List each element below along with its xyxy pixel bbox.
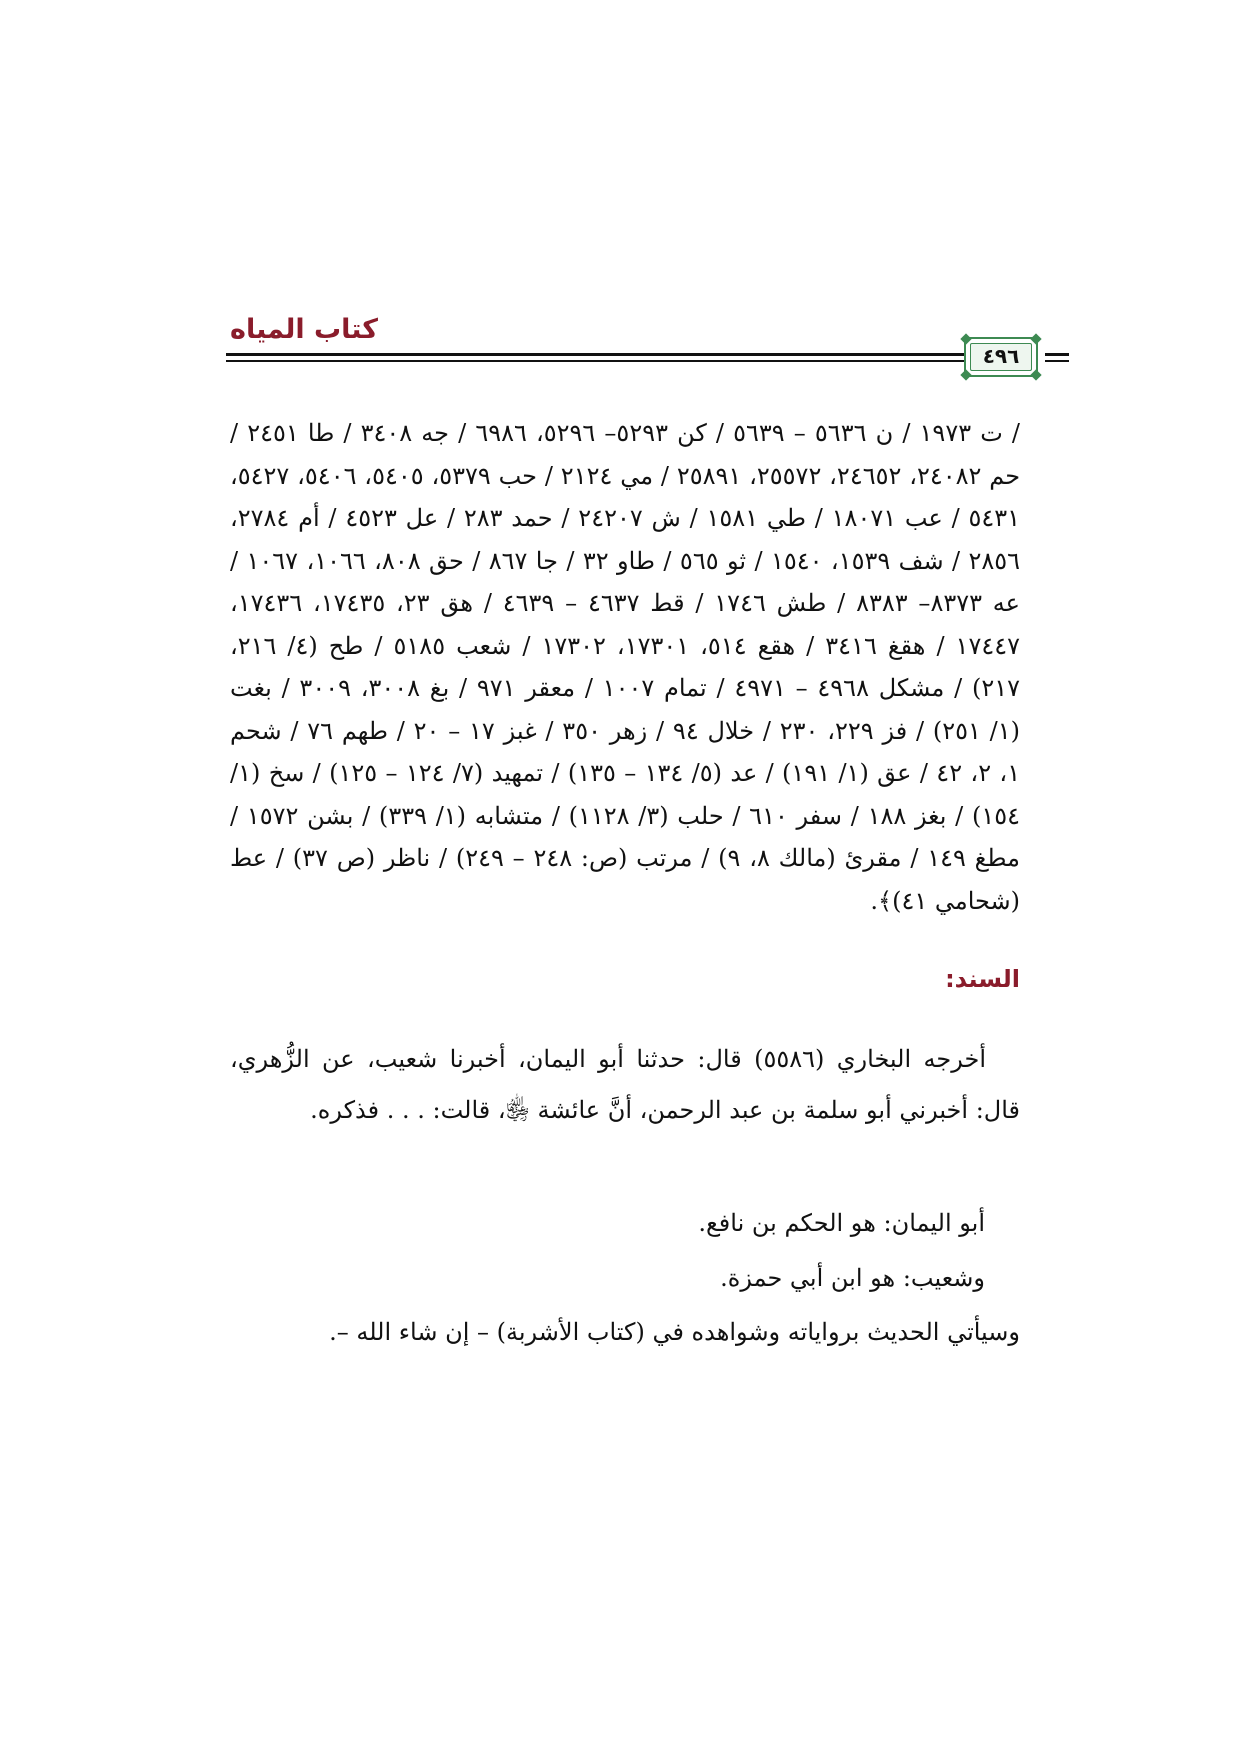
sanad-paragraph [230, 1034, 1020, 1136]
section-heading-sanad: السند: [945, 965, 1020, 993]
header-rule-right-thick [1045, 353, 1069, 356]
closing-note: وسيأتي الحديث برواياته وشواهده في (كتاب الأشربة) – إن شاء الله –. [329, 1318, 1020, 1346]
references-block [230, 412, 1020, 922]
ornament-corner-icon [960, 369, 971, 380]
header-rule-thin [226, 360, 1013, 362]
sanad-paragraph-text: أخرجه البخاري (٥٥٨٦) قال: حدثنا أبو اليمان، أخبرنا شعيب، عن الزُّهري، قال: أخبرني أبو سلمة بن عبد الرحمن، أنَّ عائشة ﵂، قالت: . . . فذكره. [230, 1045, 1020, 1124]
running-header-title: كتاب المياه [230, 314, 378, 345]
references-text: / ت ١٩٧٣ / ن ٥٦٣٦ – ٥٦٣٩ / كن ٥٢٩٣– ٥٢٩٦، ٦٩٨٦ / جه ٣٤٠٨ / طا ٢٤٥١ / حم ٢٤٠٨٢، ٢٤٦٥٢، ٢٥٥٧٢، ٢٥٨٩١ / مي ٢١٢٤ / حب ٥٣٧٩، ٥٤٠٥، ٥٤٠٦، ٥٤٢٧، ٥٤٣١ / عب ١٨٠٧١ / طي ١٥٨١ / ش ٢٤٢٠٧ / حمد ٢٨٣ / عل ٤٥٢٣ / أم ٢٧٨٤، ٢٨٥٦ / شف ١٥٣٩، ١٥٤٠ / ثو ٥٦٥ / طاو ٣٢ / جا ٨٦٧ / حق ٨٠٨، ١٠٦٦، ١٠٦٧ / عه ٨٣٧٣– ٨٣٨٣ / طش ١٧٤٦ / قط ٤٦٣٧ – ٤٦٣٩ / هق ٢٣، ١٧٤٣٥، ١٧٤٣٦، ١٧٤٤٧ / هقغ ٣٤١٦ / هقع ٥١٤، ١٧٣٠١، ١٧٣٠٢ / شعب ٥١٨٥ / طح (٤/ ٢١٦، ٢١٧) / مشكل ٤٩٦٨ – ٤٩٧١ / تمام ١٠٠٧ / معقر ٩٧١ / بغ ٣٠٠٨، ٣٠٠٩ / بغت (١/ ٢٥١) / فز ٢٢٩، ٢٣٠ / خلال ٩٤ / زهر ٣٥٠ / غبز ١٧ – ٢٠ / طهم ٧٦ / شحم ١، ٢، ٤٢ / عق (١/ ١٩١) / عد (٥/ ١٣٤ – ١٣٥) / تمهيد (٧/ ١٢٤ – ١٢٥) / سخ (١/ ١٥٤) / بغز ١٨٨ / سفر ٦١٠ / حلب (٣/ ١١٢٨) / متشابه (١/ ٣٣٩) / بشن ١٥٧٢ / مطغ ١٤٩ / مقرئ (مالك ٨، ٩) / مرتب (ص: ٢٤٨ – ٢٤٩) / ناظر (ص ٣٧) / عط (شحامي ٤١)﴾. [230, 419, 1021, 915]
page-number-badge [964, 337, 1038, 377]
ornament-corner-icon [1030, 333, 1041, 344]
narrator-note-abu-al-yaman: أبو اليمان: هو الحكم بن نافع. [698, 1209, 985, 1237]
ornament-corner-icon [1030, 369, 1041, 380]
header-rule-right-thin [1045, 360, 1069, 362]
page-number: ٤٩٦ [982, 344, 1020, 368]
header-rule-thick [226, 353, 1013, 356]
narrator-note-shuayb: وشعيب: هو ابن أبي حمزة. [720, 1264, 985, 1292]
